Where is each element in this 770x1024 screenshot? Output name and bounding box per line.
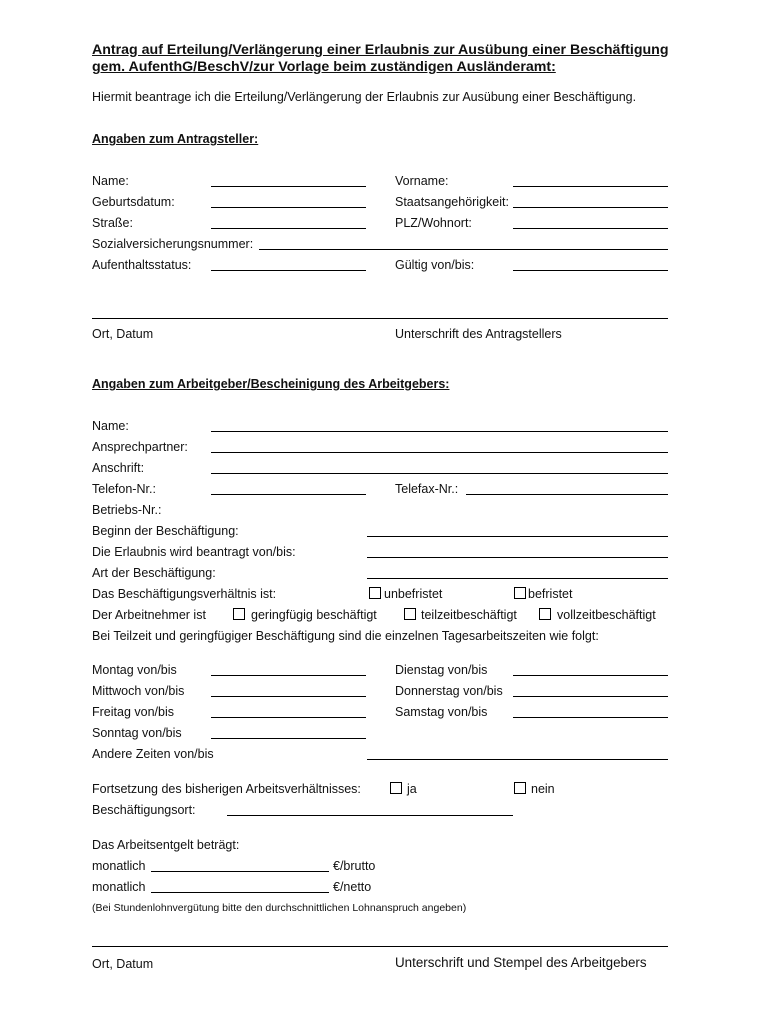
intro-text: Hiermit beantrage ich die Erteilung/Verlängerung der Erlaubnis zur Ausübung einer Beschäftigung. xyxy=(92,90,637,104)
geringfuegig-checkbox[interactable] xyxy=(233,608,245,620)
dienstag-field[interactable] xyxy=(513,675,668,676)
geringfuegig-label: geringfügig beschäftigt xyxy=(251,608,377,622)
employer-beginn-label: Beginn der Beschäftigung: xyxy=(92,524,239,538)
employer-telefon-label: Telefon-Nr.: xyxy=(92,482,156,496)
employer-betriebsnr-label: Betriebs-Nr.: xyxy=(92,503,162,517)
employer-name-field[interactable] xyxy=(211,431,668,432)
applicant-gueltig-field[interactable] xyxy=(513,270,668,271)
montag-field[interactable] xyxy=(211,675,366,676)
netto-unit: €/netto xyxy=(333,880,372,894)
employer-signature-line[interactable] xyxy=(92,946,668,947)
employer-verhaeltnis-label: Das Beschäftigungsverhältnis ist: xyxy=(92,587,277,601)
unbefristet-label: unbefristet xyxy=(384,587,443,601)
beschaeftigungsort-field[interactable] xyxy=(227,815,513,816)
applicant-plz-field[interactable] xyxy=(513,228,668,229)
monatlich-netto-label: monatlich xyxy=(92,880,146,894)
applicant-svnr-field[interactable] xyxy=(259,249,668,250)
teilzeit-checkbox[interactable] xyxy=(404,608,416,620)
ja-checkbox[interactable] xyxy=(390,782,402,794)
brutto-field[interactable] xyxy=(151,871,329,872)
stundenlohn-note: (Bei Stundenlohnvergütung bitte den durchschnittlichen Lohnanspruch angeben) xyxy=(92,902,467,914)
sonntag-label: Sonntag von/bis xyxy=(92,726,182,740)
employer-anschrift-field[interactable] xyxy=(211,473,668,474)
freitag-field[interactable] xyxy=(211,717,366,718)
befristet-label: befristet xyxy=(528,587,573,601)
employer-erlaubnis-label: Die Erlaubnis wird beantragt von/bis: xyxy=(92,545,296,559)
brutto-unit: €/brutto xyxy=(333,859,376,873)
sonntag-field[interactable] xyxy=(211,738,366,739)
vollzeit-checkbox[interactable] xyxy=(539,608,551,620)
employer-telefon-field[interactable] xyxy=(211,494,366,495)
applicant-strasse-label: Straße: xyxy=(92,216,133,230)
applicant-aufenthaltsstatus-label: Aufenthaltsstatus: xyxy=(92,258,192,272)
fortsetzung-label: Fortsetzung des bisherigen Arbeitsverhältnisses: xyxy=(92,782,361,796)
befristet-checkbox[interactable] xyxy=(514,587,526,599)
freitag-label: Freitag von/bis xyxy=(92,705,174,719)
arbeitsentgelt-label: Das Arbeitsentgelt beträgt: xyxy=(92,838,240,852)
employer-ansprechpartner-label: Ansprechpartner: xyxy=(92,440,188,454)
employer-ort-datum-label: Ort, Datum xyxy=(92,957,154,971)
unbefristet-checkbox[interactable] xyxy=(369,587,381,599)
employer-arbeitnehmer-label: Der Arbeitnehmer ist xyxy=(92,608,206,622)
applicant-svnr-label: Sozialversicherungsnummer: xyxy=(92,237,254,251)
form-title-line2: gem. AufenthG/BeschV/zur Vorlage beim zuständigen Ausländeramt: xyxy=(92,59,556,75)
form-title-line1: Antrag auf Erteilung/Verlängerung einer Erlaubnis zur Ausübung einer Beschäftigung xyxy=(92,42,669,58)
dienstag-label: Dienstag von/bis xyxy=(395,663,488,677)
vollzeit-label: vollzeitbeschäftigt xyxy=(557,608,656,622)
mittwoch-field[interactable] xyxy=(211,696,366,697)
teilzeit-label: teilzeitbeschäftigt xyxy=(421,608,517,622)
monatlich-brutto-label: monatlich xyxy=(92,859,146,873)
donnerstag-label: Donnerstag von/bis xyxy=(395,684,503,698)
samstag-label: Samstag von/bis xyxy=(395,705,488,719)
applicant-name-field[interactable] xyxy=(211,186,366,187)
applicant-geburtsdatum-field[interactable] xyxy=(211,207,366,208)
employer-name-label: Name: xyxy=(92,419,129,433)
applicant-ort-datum-label: Ort, Datum xyxy=(92,327,154,341)
donnerstag-field[interactable] xyxy=(513,696,668,697)
applicant-vorname-field[interactable] xyxy=(513,186,668,187)
mittwoch-label: Mittwoch von/bis xyxy=(92,684,185,698)
nein-checkbox[interactable] xyxy=(514,782,526,794)
employer-anschrift-label: Anschrift: xyxy=(92,461,145,475)
employer-telefax-label: Telefax-Nr.: xyxy=(395,482,459,496)
employer-signature-label: Unterschrift und Stempel des Arbeitgebers xyxy=(395,955,647,970)
employer-art-field[interactable] xyxy=(367,578,668,579)
applicant-name-label: Name: xyxy=(92,174,129,188)
applicant-aufenthaltsstatus-field[interactable] xyxy=(211,270,366,271)
applicant-geburtsdatum-label: Geburtsdatum: xyxy=(92,195,175,209)
ja-label: ja xyxy=(407,782,417,796)
applicant-strasse-field[interactable] xyxy=(211,228,366,229)
applicant-vorname-label: Vorname: xyxy=(395,174,449,188)
nein-label: nein xyxy=(531,782,555,796)
employer-ansprechpartner-field[interactable] xyxy=(211,452,668,453)
employer-erlaubnis-field[interactable] xyxy=(367,557,668,558)
employer-art-label: Art der Beschäftigung: xyxy=(92,566,216,580)
andere-zeiten-label: Andere Zeiten von/bis xyxy=(92,747,214,761)
applicant-gueltig-label: Gültig von/bis: xyxy=(395,258,475,272)
applicant-staatsangehoerigkeit-field[interactable] xyxy=(513,207,668,208)
beschaeftigungsort-label: Beschäftigungsort: xyxy=(92,803,196,817)
netto-field[interactable] xyxy=(151,892,329,893)
applicant-heading: Angaben zum Antragsteller: xyxy=(92,132,259,146)
applicant-signature-line[interactable] xyxy=(92,318,668,319)
applicant-staatsangehoerigkeit-label: Staatsangehörigkeit: xyxy=(395,195,509,209)
andere-zeiten-field[interactable] xyxy=(367,759,668,760)
employer-beginn-field[interactable] xyxy=(367,536,668,537)
employer-heading: Angaben zum Arbeitgeber/Bescheinigung des Arbeitgebers: xyxy=(92,377,450,391)
applicant-plz-label: PLZ/Wohnort: xyxy=(395,216,472,230)
tagesarbeitszeiten-note: Bei Teilzeit und geringfügiger Beschäftigung sind die einzelnen Tagesarbeitszeiten wie folgt: xyxy=(92,629,599,643)
montag-label: Montag von/bis xyxy=(92,663,177,677)
employer-telefax-field[interactable] xyxy=(466,494,668,495)
samstag-field[interactable] xyxy=(513,717,668,718)
applicant-signature-label: Unterschrift des Antragstellers xyxy=(395,327,562,341)
